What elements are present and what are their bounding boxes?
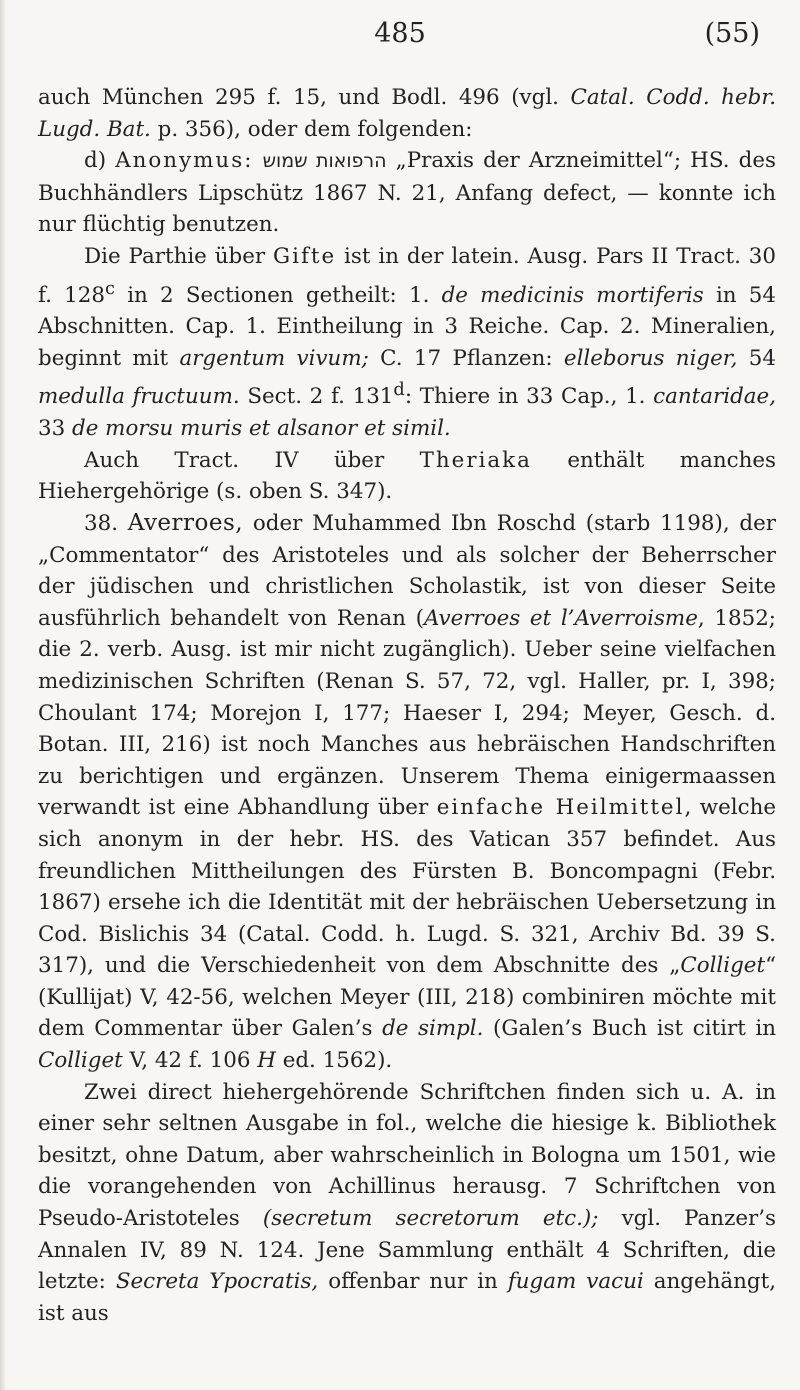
text-segment: d) xyxy=(84,148,116,174)
text-segment: p. 356), oder dem folgenden: xyxy=(150,116,473,142)
original-page-number: (55) xyxy=(704,18,760,49)
page-edge-shadow xyxy=(0,0,6,1390)
italic-text: Averroes et l’Averroisme xyxy=(423,605,698,631)
text-segment: in 2 Sectionen getheilt: 1. xyxy=(115,282,442,308)
italic-text: H xyxy=(257,1048,276,1074)
paragraph xyxy=(38,1077,776,1330)
text-segment: offenbar nur in xyxy=(318,1269,508,1295)
paragraph xyxy=(38,82,776,145)
text-segment: auch München 295 f. 15, und Bodl. 496 (vgl. xyxy=(38,85,571,110)
italic-text: Secreta Ypocratis, xyxy=(115,1269,319,1295)
text-segment: Gifte xyxy=(273,243,337,269)
text-segment: 54 xyxy=(737,345,777,371)
text-segment: oder Muhammed Ibn Roschd (starb 1198), der „Commentator“ des Aristoteles und als solcher der Beherrscher der jüdischen und christlichen Scholastik, ist von dieser Seite ausführlich behandelt von Renan ( xyxy=(38,510,776,631)
italic-text: cantaridae, xyxy=(653,384,777,410)
text-segment: enthält manches Hiehergehörige (s. oben S. 347). xyxy=(38,447,776,505)
italic-text: argentum vivum; xyxy=(179,345,369,371)
text-segment: c xyxy=(105,277,115,299)
text-segment: : Thiere in 33 Cap., 1. xyxy=(404,384,654,410)
italic-text: Colliget xyxy=(38,1048,123,1074)
italic-text: de medicinis mortiferis xyxy=(441,282,704,308)
text-segment: Auch Tract. IV über xyxy=(84,447,420,473)
text-segment: Averroes, xyxy=(127,509,244,536)
text-segment: , welche sich anonym in der hebr. HS. des Vatican 357 befindet. Aus freundlichen Mittheilungen des Fürsten B. Boncompagni (Febr. 1867) ersehe ich die Identität mit der hebräischen Uebersetzung in Cod. Bislichis 34 (Catal. Codd. h. Lugd. S. 321, Archiv Bd. 39 S. 317), und die Verschiedenheit von dem Abschnitte des „ xyxy=(38,795,776,979)
paragraph xyxy=(38,508,776,1077)
italic-text: Colliget xyxy=(680,953,766,979)
hebrew-title: הרפואות שמוש xyxy=(262,150,387,173)
paragraph xyxy=(38,241,776,445)
text-segment: C. 17 Pflanzen: xyxy=(368,345,564,371)
text-segment: ist in der latein. Ausg. Pars II Tract. 30 f. 128 xyxy=(38,243,776,308)
text-segment: Zwei direct hiehergehörende Schriftchen finden sich u. A. in einer sehr seltnen Ausgabe in fol., welche die hiesige k. Bibliothek besitzt, ohne Datum, aber wahrscheinlich in Bologna um 1501, wie die vorangehenden von Achillinus herausg. 7 Schriftchen von Pseudo-Aristoteles xyxy=(38,1079,776,1232)
italic-text: de simpl. xyxy=(382,1016,484,1042)
text-segment: Theriaka xyxy=(419,447,532,473)
text-segment: , 1852; die 2. verb. Ausg. ist mir nicht zugänglich). Ueber seine vielfachen medizinischen Schriften (Renan S. 57, 72, vgl. Haller, pr. I, 398; Choulant 174; Morejon I, 177; Haeser I, 294; Meyer, Gesch. d. Botan. III, 216) ist noch Manches aus hebräischen Handschriften zu berichtigen und ergänzen. Unserem Thema einigermaassen verwandt ist eine Abhandlung über xyxy=(38,605,777,821)
text-segment: ed. 1562). xyxy=(275,1048,393,1074)
italic-text: fugam vacui xyxy=(507,1269,644,1295)
text-segment: angehängt, ist aus xyxy=(38,1269,776,1326)
italic-text: Catal. Codd. hebr. Lugd. Bat. xyxy=(38,85,776,142)
text-segment: Die Parthie über xyxy=(84,243,274,269)
text-segment: vgl. Panzer’s Annalen IV, 89 N. 124. Jene Sammlung enthält 4 Schriften, die letzte: xyxy=(38,1206,776,1295)
page-number: 485 xyxy=(374,18,426,49)
text-segment xyxy=(253,148,262,173)
text-segment: d xyxy=(393,379,405,401)
italic-text: medulla fructuum. xyxy=(38,384,240,410)
page-header xyxy=(40,18,760,58)
italic-text: elleborus niger, xyxy=(563,345,738,371)
text-segment: 38. xyxy=(84,510,128,536)
italic-text: de morsu muris et alsanor et simil. xyxy=(72,416,451,442)
italic-text: (secretum secretorum etc.); xyxy=(262,1206,599,1232)
text-segment: V, 42 f. 106 xyxy=(122,1048,258,1074)
text-segment: in 54 Abschnitten. Cap. 1. Eintheilung in 3 Reiche. Cap. 2. Mineralien, beginnt mit xyxy=(38,282,776,371)
text-segment: “ (Kullijat) V, 42-56, welchen Meyer (III, 218) combiniren möchte mit dem Commentar über Galen’s xyxy=(38,953,776,1042)
paragraph xyxy=(38,145,776,241)
text-segment: (Galen’s Buch ist citirt in xyxy=(483,1016,776,1042)
text-segment: Anonymus: xyxy=(115,148,254,174)
paragraph xyxy=(38,445,776,508)
text-segment: „Praxis der Arzneimittel“; HS. des Buchhändlers Lipschütz 1867 N. 21, Anfang defect, — konnte ich nur flüchtig benutzen. xyxy=(38,148,776,238)
body-text xyxy=(38,82,776,1329)
text-segment: Sect. 2 f. 131 xyxy=(239,384,394,410)
text-segment: 33 xyxy=(38,416,73,442)
text-segment: einfache Heilmittel xyxy=(436,795,685,821)
